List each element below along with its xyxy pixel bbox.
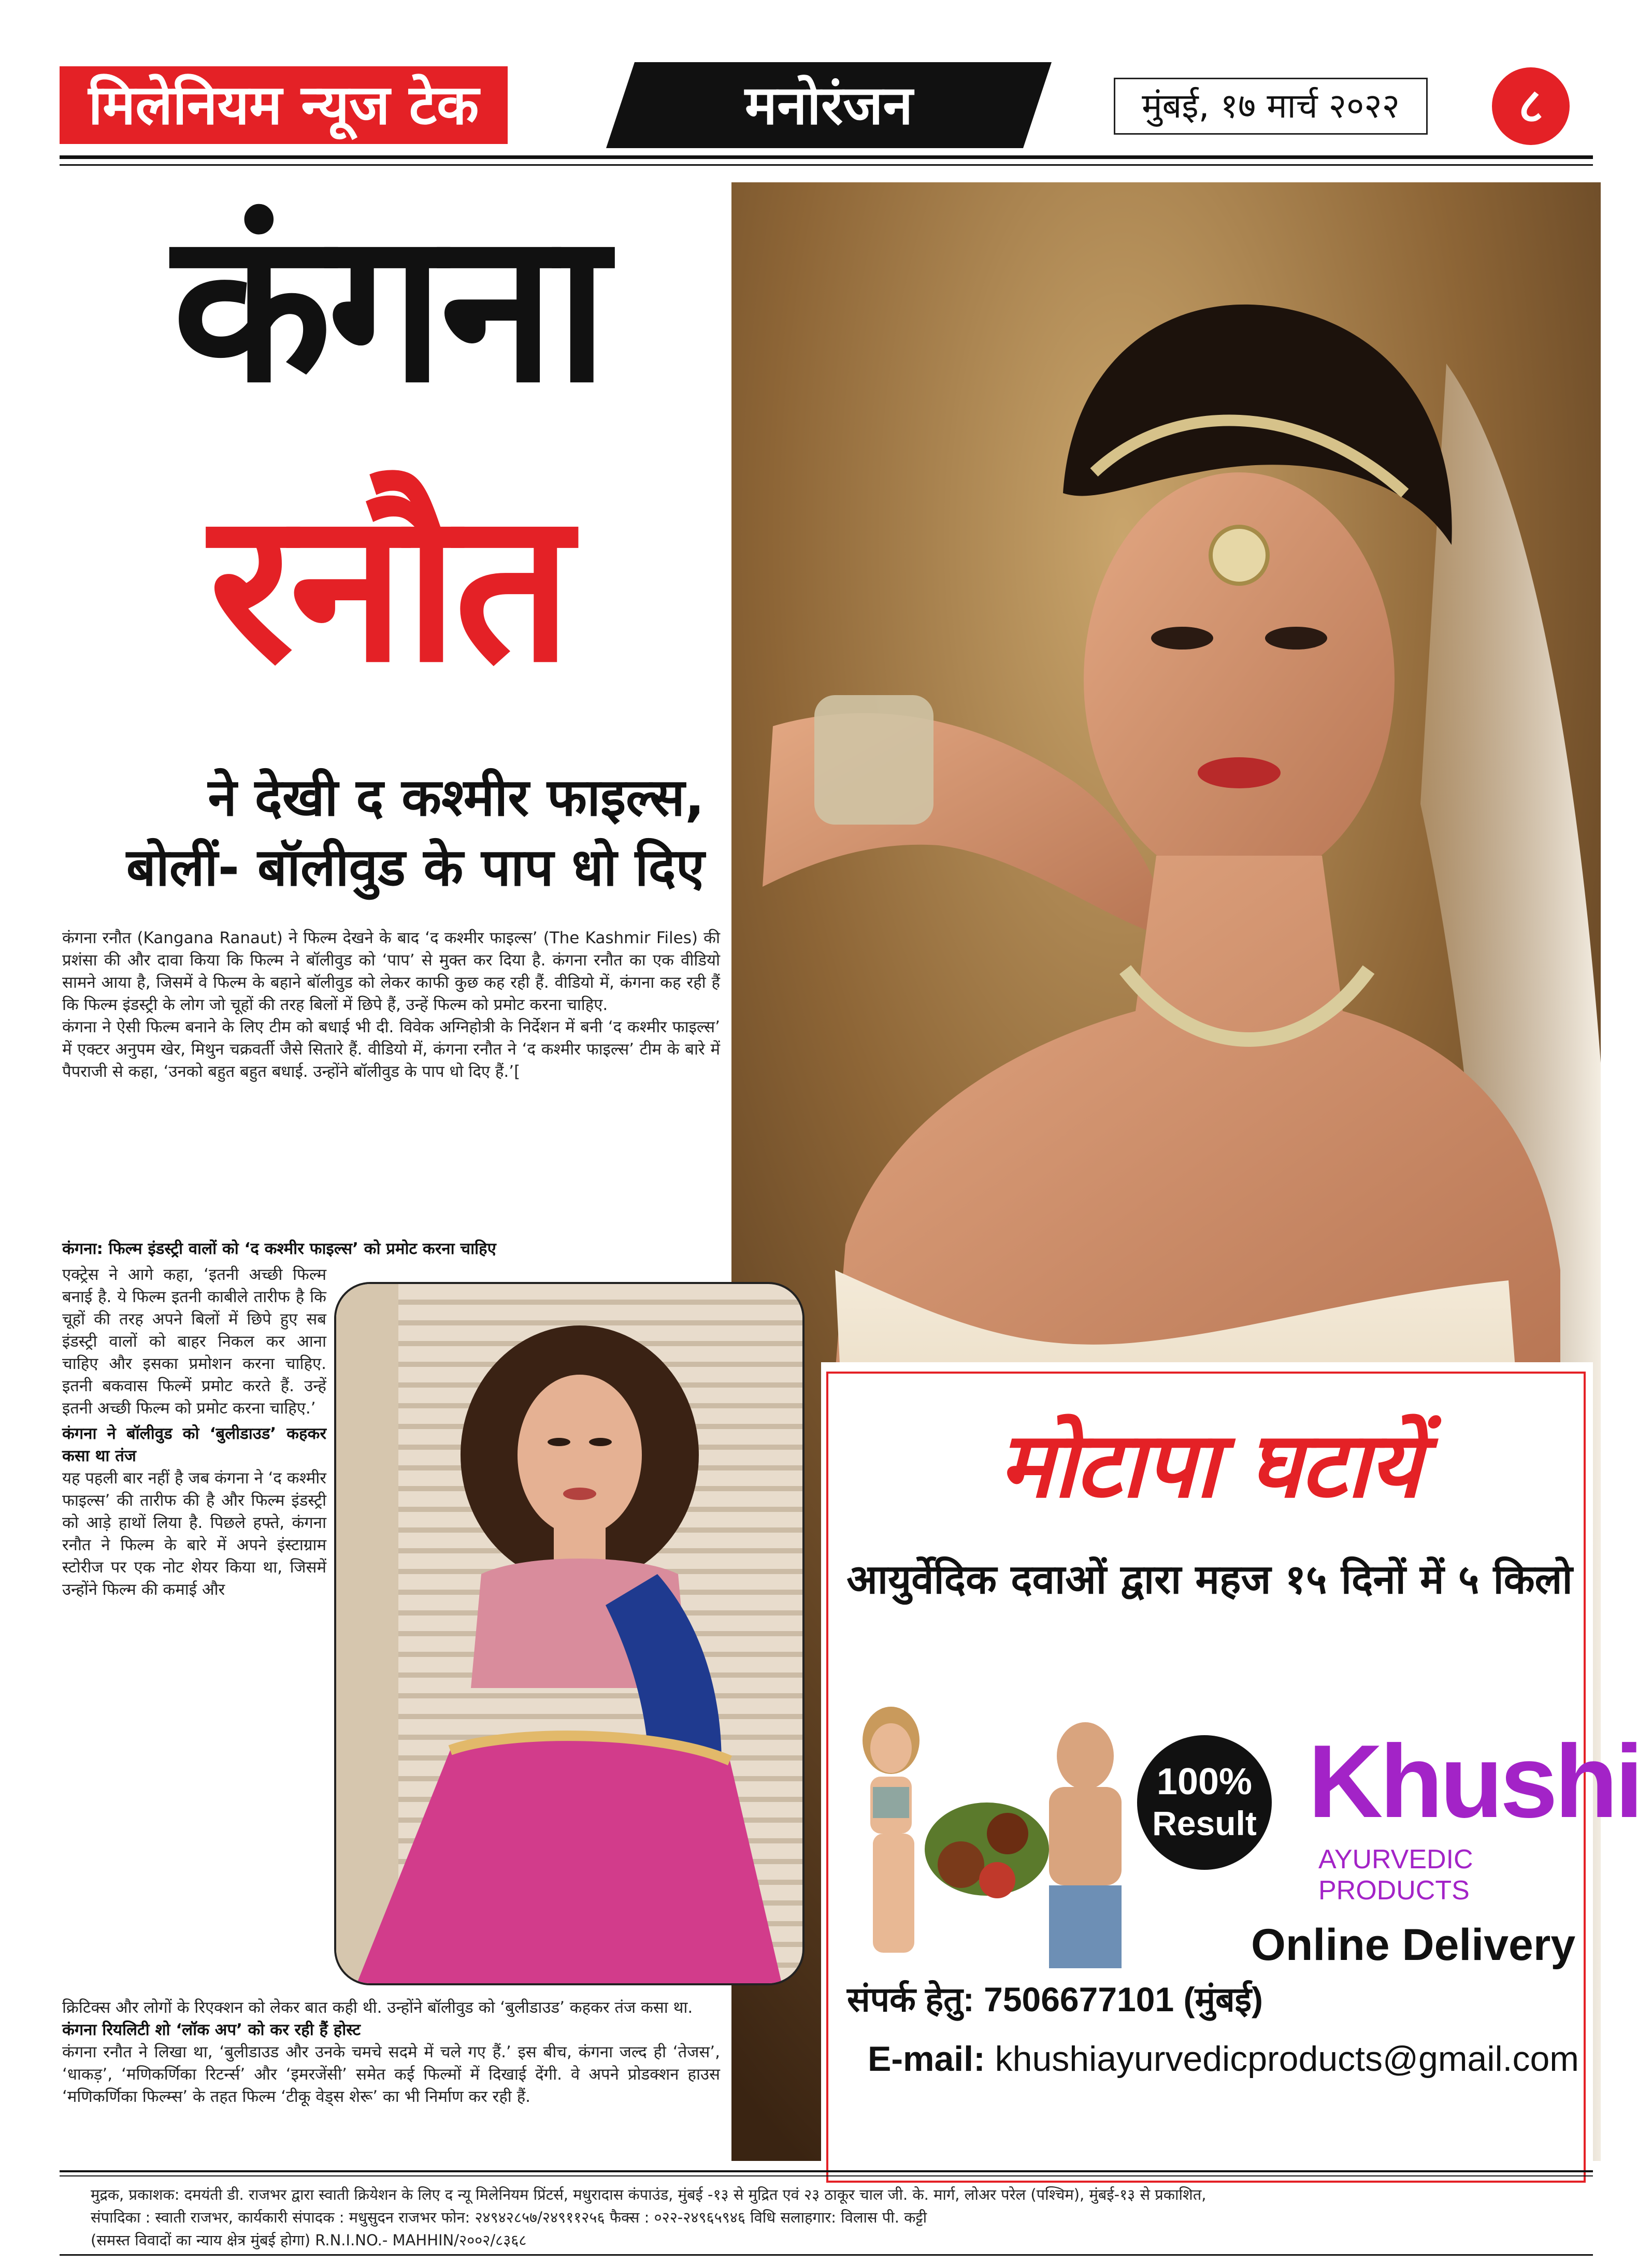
subhead-line-2: बोलीं- बॉलीवुड के पाप धो दिए xyxy=(126,837,705,898)
masthead-rule xyxy=(60,155,1593,159)
imprint-line: (समस्त विवादों का न्याय क्षेत्र मुंबई होगा) R.N.I.NO.- MAHHIN/२००२/८३६८ xyxy=(91,2231,527,2249)
article-subtitle: कंगना ने बॉलीवुड को ‘बुलीडाउड’ कहकर कसा था तंज xyxy=(62,1424,326,1465)
ad-phone: संपर्क हेतु: 7506677101 (मुंबई) xyxy=(847,1980,1263,2018)
article-paragraph: एक्ट्रेस ने आगे कहा, ‘इतनी अच्छी फिल्म बनाई है. ये फिल्म इतनी काबीले तारीफ है कि चूहों की तरह अपने बिलों में छिपे हुए सब इंडस्ट्री वालों को बाहर निकल कर आना चाहिए और इसका प्रमोशन करना चाहिए. इतनी बकवास फिल्में प्रमोट करते हैं. उन्हें इतनी अच्छी फिल्म को प्रमोट करना चाहिए.’ xyxy=(62,1265,326,1418)
ad-delivery: Online Delivery xyxy=(1251,1920,1576,1970)
article-paragraph: क्रिटिक्स और लोगों के रिएक्शन को लेकर बात कही थी. उन्होंने बॉलीवुड को ‘बुलीडाउड’ कहकर तंज कसा था. xyxy=(62,1998,693,2017)
article-paragraph: कंगना रनौत (Kangana Ranaut) ने फिल्म देखने के बाद ‘द कश्मीर फाइल्स’ (The Kashmir Files) की प्रशंसा की और दावा किया कि फिल्म ने बॉलीवुड को ‘पाप’ से मुक्त कर दिया है. कंगना रनौत का एक वीडियो सामने आया है, जिसमें वे फिल्म के बहाने बॉलीवुड को लेकर काफी कुछ कह रही हैं. वीडियो में, कंगना कह रही हैं कि फिल्म इंडस्ट्री के लोग जो चूहों की तरह बिलों में छिपे हैं, उन्हें फिल्म को प्रमोट करना चाहिए. xyxy=(62,929,720,1014)
ad-email xyxy=(868,2036,1579,2082)
article-column-narrow xyxy=(62,1264,326,1601)
inset-photo xyxy=(334,1282,805,1985)
ad-email-address: khushiayurvedicproducts@gmail.com xyxy=(995,2039,1579,2079)
dateline: मुंबई, १७ मार्च २०२२ xyxy=(1114,78,1428,135)
article-paragraph: कंगना ने ऐसी फिल्म बनाने के लिए टीम को बधाई भी दी. विवेक अग्निहोत्री के निर्देशन में बनी ‘द कश्मीर फाइल्स’ में एक्टर अनुपम खेर, मिथुन चक्रवर्ती जैसे सितारे हैं. वीडियो में, कंगना रनौत ने ‘द कश्मीर फाइल्स’ टीम के बारे में पैपराजी से कहा, ‘उनको बहुत बहुत बधाई. उन्होंने बॉलीवुड के पाप धो दिए हैं.’[ xyxy=(62,1018,720,1081)
inset-photo-illustration xyxy=(336,1284,802,1983)
ad-result-badge xyxy=(1137,1735,1272,1870)
headline-first-name: कंगना xyxy=(173,188,605,428)
masthead-rule-thin xyxy=(60,164,1593,166)
article-outro xyxy=(62,1997,720,2108)
article-paragraph: कंगना रनौत ने लिखा था, ‘बुलीडाउड और उनके चमचे सदमे में चले गए हैं.’ इस बीच, कंगना जल्द ही ‘तेजस’, ‘धाकड़’, ‘मणिकर्णिका रिटर्न्स’ और ‘इमरजेंसी’ समेत कई फिल्मों में दिखाई देंगी. वे अपने प्रोडक्शन हाउस ‘मणिकर्णिका फिल्म्स’ के तहत फिल्म ‘टीकू वेड्स शेरू’ का भी निर्माण कर रही हैं. xyxy=(62,2043,720,2106)
imprint-line: संपादिका : स्वाती राजभर, कार्यकारी संपादक : मधुसुदन राजभर फोन: २४९४२८५७/२४९११२५६ फैक्स : ०२२-२४९६५९४६ विधि सलाहगार: विलास पी. कट्टी xyxy=(91,2209,927,2226)
headline-last-name: रनौत xyxy=(209,467,568,708)
ad-badge-result: Result xyxy=(1152,1804,1257,1842)
page-number: ८ xyxy=(1492,67,1570,145)
imprint-line: मुद्रक, प्रकाशक: दमयंती डी. राजभर द्वारा स्वाती क्रियेशन के लिए द न्यू मिलेनियम प्रिंटर्स, मधुरादास कंपाउंड, मुंबई -१३ से मुद्रित एवं २३ ठाकूर चाल जी. के. मार्ग, लोअर परेल (पश्चिम), मुंबई-१३ से प्रकाशित, xyxy=(91,2186,1206,2203)
ad-badge-percent: 100% xyxy=(1156,1761,1253,1802)
footer-rule-thin xyxy=(60,2175,1593,2176)
section-label: मनोरंजन xyxy=(744,74,913,137)
advertisement xyxy=(821,1362,1641,2191)
section-banner xyxy=(606,62,1052,148)
ad-email-label: E-mail: xyxy=(868,2039,985,2079)
subhead-line-1: ने देखी द कश्मीर फाइल्स, xyxy=(208,767,705,828)
ad-headline: मोटापा घटायें xyxy=(999,1413,1420,1518)
article-subtitle: कंगना: फिल्म इंडस्ट्री वालों को ‘द कश्मीर फाइल्स’ को प्रमोट करना चाहिए xyxy=(62,1239,496,1258)
footer-rule xyxy=(60,2170,1593,2172)
article-subtitle: कंगना रियलिटी शो ‘लॉक अप’ को कर रही हैं होस्ट xyxy=(62,2021,361,2039)
article-intro xyxy=(62,927,720,1083)
ad-before-after-image xyxy=(842,1694,1132,1973)
footer-rule-bottom xyxy=(60,2254,1593,2256)
ad-subline: आयुर्वेदिक दवाओं द्वारा महज १५ दिनों में ५ किलो xyxy=(846,1556,1573,1603)
imprint xyxy=(91,2183,1583,2252)
article-paragraph: यह पहली बार नहीं है जब कंगना ने ‘द कश्मीर फाइल्स’ की तारीफ की है और फिल्म इंडस्ट्री को आड़े हाथों लिया है. पिछले हफ्ते, कंगना रनौत ने फिल्म के बारे में अपने इंस्टाग्राम स्टोरीज पर एक नोट शेयर किया था, जिसमें उन्होंने फिल्म की कमाई और xyxy=(62,1469,326,1599)
ad-brand-subtitle: AYURVEDIC PRODUCTS xyxy=(1318,1844,1473,1906)
paper-name: मिलेनियम न्यूज टेक xyxy=(60,66,508,144)
ad-brand-logo: Khushi xyxy=(1308,1724,1641,1839)
